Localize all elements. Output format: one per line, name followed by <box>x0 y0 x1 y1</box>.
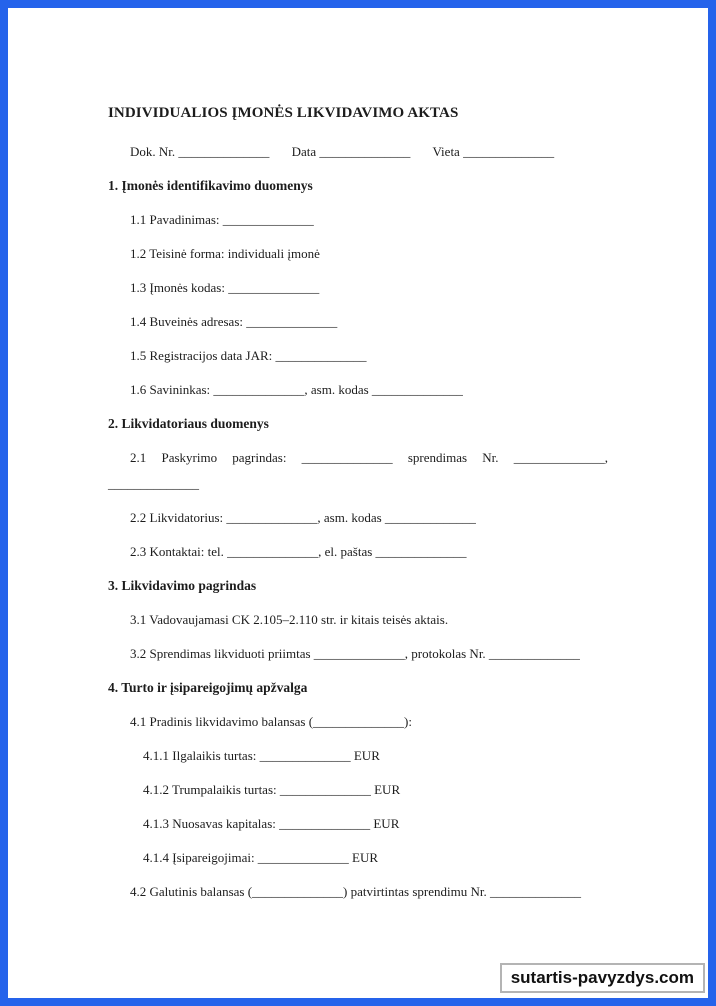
form-line: 3.2 Sprendimas likviduoti priimtas ______________, protokolas Nr. ______________ <box>130 646 580 661</box>
form-line: 4.1.1 Ilgalaikis turtas: ______________ EUR <box>143 748 380 763</box>
section-heading: 2. Likvidatoriaus duomenys <box>108 416 269 431</box>
form-line: 4.1.4 Įsipareigojimai: ______________ EUR <box>143 850 379 865</box>
form-line: 4.2 Galutinis balansas (______________) patvirtintas sprendimu Nr. ______________ <box>130 884 581 899</box>
form-line: 2.1 Paskyrimo pagrindas: ______________ sprendimas Nr. ______________, <box>130 450 608 465</box>
document-meta-row <box>108 139 608 165</box>
document-page <box>8 8 708 998</box>
form-line: 1.1 Pavadinimas: ______________ <box>130 212 314 227</box>
section-3-basis <box>108 573 608 667</box>
form-line: 1.5 Registracijos data JAR: ______________ <box>130 348 367 363</box>
form-line: 1.4 Buveinės adresas: ______________ <box>130 314 338 329</box>
form-line: 4.1.3 Nuosavas kapitalas: ______________ EUR <box>143 816 400 831</box>
section-heading: 3. Likvidavimo pagrindas <box>108 578 257 593</box>
form-line: 1.2 Teisinė forma: individuali įmonė <box>130 246 320 261</box>
form-line: 1.3 Įmonės kodas: ______________ <box>130 280 320 295</box>
form-line: 3.1 Vadovaujamasi CK 2.105–2.110 str. ir kitais teisės aktais. <box>130 612 449 627</box>
document-title: INDIVIDUALIOS ĮMONĖS LIKVIDAVIMO AKTAS <box>108 105 459 121</box>
section-1-identification <box>108 173 608 403</box>
doc-number-field: Dok. Nr. ______________ <box>130 144 270 159</box>
form-line: 4.1 Pradinis likvidavimo balansas (______________): <box>130 714 413 729</box>
form-line-continuation: ______________ <box>108 476 199 491</box>
date-field: Data ______________ <box>291 144 411 159</box>
form-line: 1.6 Savininkas: ______________, asm. kodas ______________ <box>130 382 463 397</box>
section-4-assets <box>108 675 608 905</box>
section-heading: 4. Turto ir įsipareigojimų apžvalga <box>108 680 308 695</box>
form-line: 4.1.2 Trumpalaikis turtas: ______________ EUR <box>143 782 401 797</box>
place-field: Vieta ______________ <box>432 144 555 159</box>
section-2-liquidator <box>108 411 608 565</box>
watermark-badge: sutartis-pavyzdys.com <box>500 963 705 993</box>
form-line: 2.3 Kontaktai: tel. ______________, el. paštas ______________ <box>130 544 467 559</box>
form-line: 2.2 Likvidatorius: ______________, asm. kodas ______________ <box>130 510 476 525</box>
section-heading: 1. Įmonės identifikavimo duomenys <box>108 178 313 193</box>
